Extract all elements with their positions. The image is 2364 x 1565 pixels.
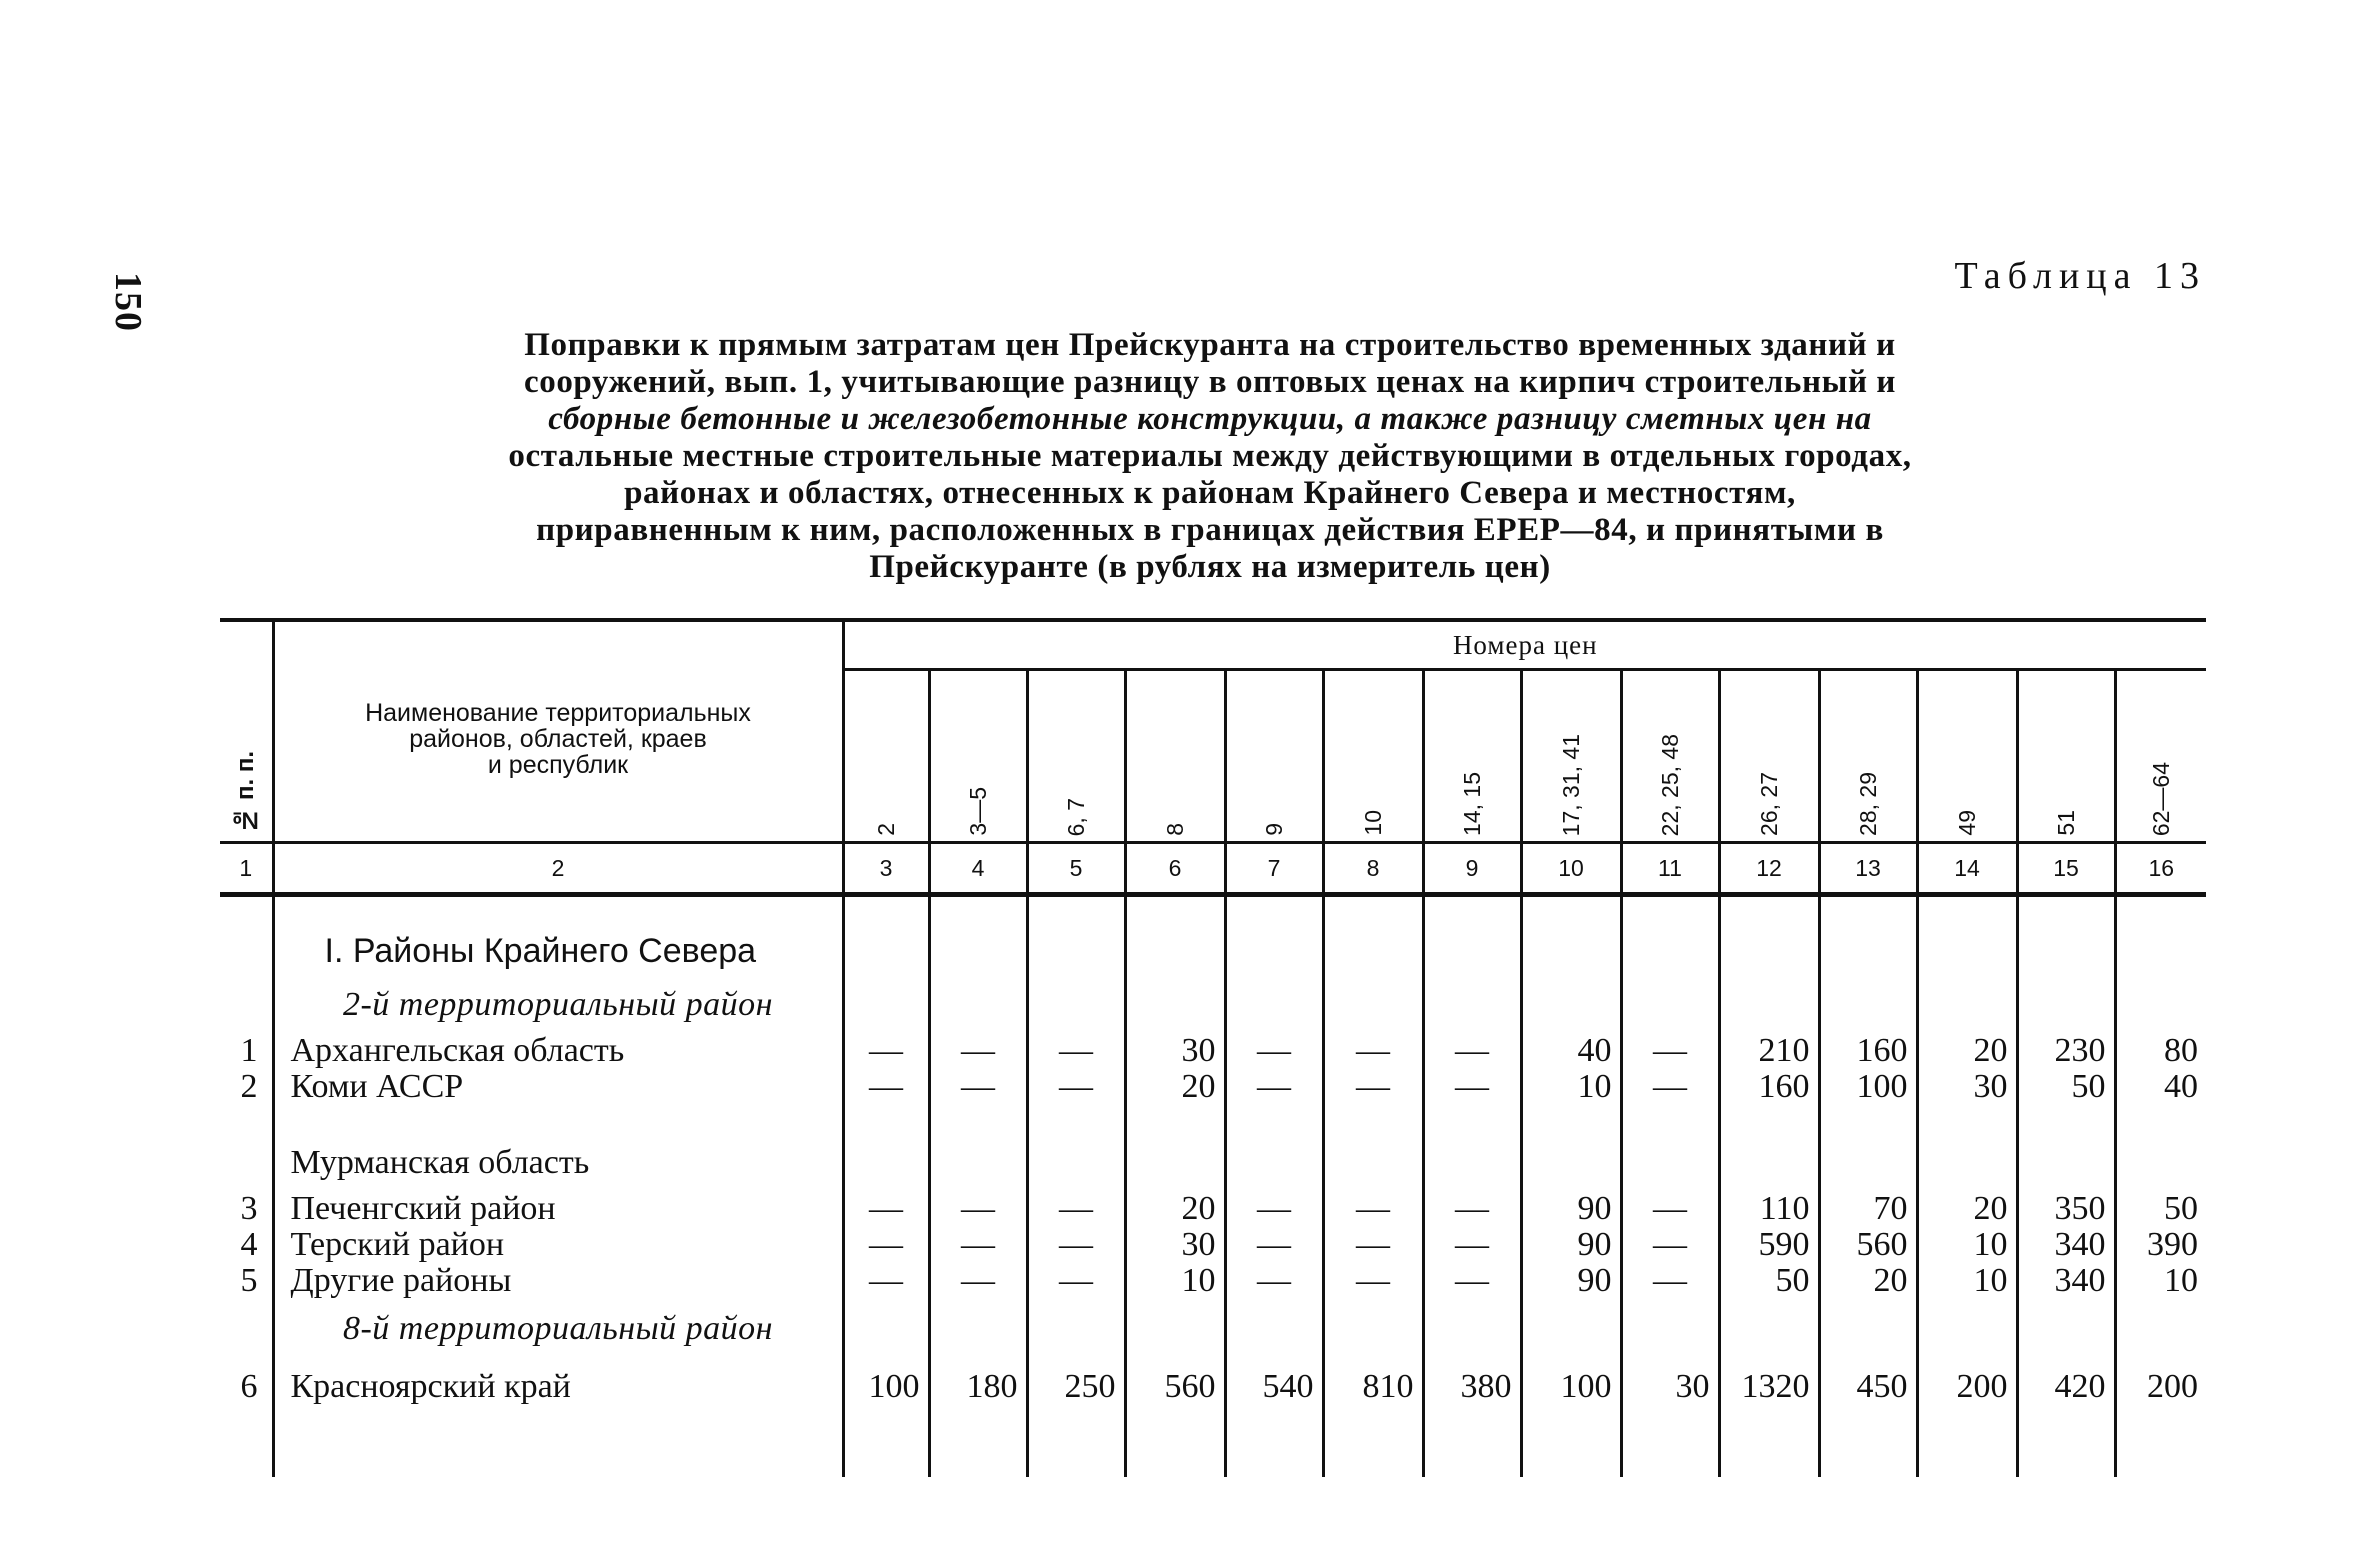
table-row <box>220 1357 2206 1405</box>
region-name: Печенгский район <box>273 1191 843 1227</box>
price-cell: — <box>929 1033 1027 1069</box>
price-cell: — <box>843 1263 929 1299</box>
column-header-no: № п. п. <box>231 751 259 834</box>
table-title <box>440 327 1980 586</box>
column-number: 9 <box>1423 843 1521 895</box>
column-number: 16 <box>2115 843 2206 895</box>
title-line: Поправки к прямым затратам цен Прейскуранта на строительство временных зданий и <box>524 327 1896 363</box>
subsection-heading: 8-й территориальный район <box>273 1299 843 1347</box>
price-cell: 200 <box>2115 1357 2206 1405</box>
price-cell: — <box>843 1069 929 1105</box>
table-row <box>220 1191 2206 1227</box>
title-line: сборные бетонные и железобетонные конструкции, а также разницу сметных цен на <box>548 401 1872 437</box>
column-number: 15 <box>2017 843 2115 895</box>
column-number: 8 <box>1323 843 1423 895</box>
price-cell: 90 <box>1521 1191 1621 1227</box>
price-cell: — <box>1027 1191 1125 1227</box>
table-row <box>220 1263 2206 1299</box>
column-number: 12 <box>1719 843 1819 895</box>
price-cell: 160 <box>1719 1069 1819 1105</box>
column-number: 1 <box>220 843 273 895</box>
price-cell: 210 <box>1719 1033 1819 1069</box>
price-cell: 10 <box>2115 1263 2206 1299</box>
price-cell: — <box>929 1191 1027 1227</box>
price-cell: — <box>929 1263 1027 1299</box>
price-cell: — <box>1621 1191 1719 1227</box>
price-cell: 50 <box>2017 1069 2115 1105</box>
region-name: Архангельская область <box>273 1033 843 1069</box>
price-cell: 20 <box>1819 1263 1917 1299</box>
price-cell: — <box>1027 1263 1125 1299</box>
price-cell: — <box>1423 1227 1521 1263</box>
row-number: 1 <box>240 1031 258 1069</box>
price-column-header: 22, 25, 48 <box>1621 670 1719 843</box>
row-number: 4 <box>240 1225 258 1263</box>
table-row <box>220 1227 2206 1263</box>
table-label: Таблица 13 <box>1954 255 2206 297</box>
price-cell: 30 <box>1125 1227 1225 1263</box>
row-number: 5 <box>240 1261 258 1299</box>
column-number: 2 <box>273 843 843 895</box>
price-column-header: 10 <box>1323 670 1423 843</box>
price-cell: 40 <box>2115 1069 2206 1105</box>
price-cell: 1320 <box>1719 1357 1819 1405</box>
price-cell: 560 <box>1125 1357 1225 1405</box>
price-cell: — <box>1621 1227 1719 1263</box>
price-cell: 10 <box>1125 1263 1225 1299</box>
price-cell: 450 <box>1819 1357 1917 1405</box>
price-cell: — <box>929 1227 1027 1263</box>
price-cell: — <box>1621 1069 1719 1105</box>
price-cell: 30 <box>1917 1069 2017 1105</box>
price-cell: 100 <box>1521 1357 1621 1405</box>
price-cell: 160 <box>1819 1033 1917 1069</box>
price-column-header: 8 <box>1125 670 1225 843</box>
price-cell: — <box>1621 1033 1719 1069</box>
column-number: 11 <box>1621 843 1719 895</box>
region-name: Другие районы <box>273 1263 843 1299</box>
price-cell: — <box>1225 1069 1323 1105</box>
price-column-header: 14, 15 <box>1423 670 1521 843</box>
price-cell: — <box>1225 1227 1323 1263</box>
title-line: приравненным к ним, расположенных в границах действия ЕРЕР—84, и принятыми в <box>536 512 1884 548</box>
price-cell: 390 <box>2115 1227 2206 1263</box>
price-cell: 540 <box>1225 1357 1323 1405</box>
price-cell: 10 <box>1917 1263 2017 1299</box>
column-number: 10 <box>1521 843 1621 895</box>
price-cell: — <box>843 1033 929 1069</box>
price-cell: 810 <box>1323 1357 1423 1405</box>
price-cell: 50 <box>1719 1263 1819 1299</box>
column-number: 5 <box>1027 843 1125 895</box>
table-row <box>220 1069 2206 1105</box>
price-cell: 80 <box>2115 1033 2206 1069</box>
column-number: 13 <box>1819 843 1917 895</box>
price-cell: 10 <box>1917 1227 2017 1263</box>
title-line: районах и областях, отнесенных к районам Крайнего Севера и местностям, <box>624 475 1796 511</box>
row-number: 3 <box>240 1189 258 1227</box>
price-cell: — <box>843 1191 929 1227</box>
price-cell: 20 <box>1125 1191 1225 1227</box>
row-number: 2 <box>240 1067 258 1105</box>
title-line: Прейскуранте (в рублях на измеритель цен) <box>869 549 1551 585</box>
page-number: 150 <box>107 272 149 332</box>
price-cell: 90 <box>1521 1227 1621 1263</box>
price-column-header: 2 <box>843 670 929 843</box>
column-group-header: Номера цен <box>843 620 2206 670</box>
price-cell: — <box>1323 1191 1423 1227</box>
price-cell: 340 <box>2017 1263 2115 1299</box>
price-cell: — <box>1423 1033 1521 1069</box>
price-cell: 10 <box>1521 1069 1621 1105</box>
price-cell: — <box>1225 1191 1323 1227</box>
price-cell: 420 <box>2017 1357 2115 1405</box>
price-cell: — <box>1621 1263 1719 1299</box>
price-cell: — <box>1323 1033 1423 1069</box>
price-cell: — <box>1423 1191 1521 1227</box>
price-cell: — <box>1027 1069 1125 1105</box>
price-column-header: 28, 29 <box>1819 670 1917 843</box>
column-number: 3 <box>843 843 929 895</box>
price-column-header: 3—5 <box>929 670 1027 843</box>
price-cell: 350 <box>2017 1191 2115 1227</box>
price-column-header: 6, 7 <box>1027 670 1125 843</box>
price-cell: — <box>1027 1227 1125 1263</box>
price-cell: — <box>1323 1069 1423 1105</box>
price-cell: 50 <box>2115 1191 2206 1227</box>
price-cell: 560 <box>1819 1227 1917 1263</box>
price-cell: 40 <box>1521 1033 1621 1069</box>
price-cell: — <box>929 1069 1027 1105</box>
price-column-header: 17, 31, 41 <box>1521 670 1621 843</box>
price-cell: — <box>1225 1263 1323 1299</box>
price-column-header: 51 <box>2017 670 2115 843</box>
region-name: Коми АССР <box>273 1069 843 1105</box>
price-cell: 20 <box>1125 1069 1225 1105</box>
price-cell: 100 <box>1819 1069 1917 1105</box>
column-number: 14 <box>1917 843 2017 895</box>
price-cell: 20 <box>1917 1033 2017 1069</box>
region-heading: Мурманская область <box>273 1141 843 1181</box>
price-cell: 200 <box>1917 1357 2017 1405</box>
region-name: Красноярский край <box>273 1357 843 1405</box>
price-column-header: 62—64 <box>2115 670 2206 843</box>
price-cell: — <box>1323 1227 1423 1263</box>
price-cell: 30 <box>1125 1033 1225 1069</box>
price-cell: 100 <box>843 1357 929 1405</box>
price-cell: — <box>1423 1069 1521 1105</box>
section-heading: I. Районы Крайнего Севера <box>273 921 843 969</box>
price-cell: 340 <box>2017 1227 2115 1263</box>
price-column-header: 9 <box>1225 670 1323 843</box>
column-number: 7 <box>1225 843 1323 895</box>
price-column-header: 49 <box>1917 670 2017 843</box>
price-cell: 180 <box>929 1357 1027 1405</box>
price-cell: 90 <box>1521 1263 1621 1299</box>
column-number: 6 <box>1125 843 1225 895</box>
price-cell: 380 <box>1423 1357 1521 1405</box>
title-line: остальные местные строительные материалы между действующими в отдельных городах, <box>508 438 1912 474</box>
subsection-heading: 2-й территориальный район <box>273 969 843 1023</box>
price-cell: 110 <box>1719 1191 1819 1227</box>
price-cell: — <box>1323 1263 1423 1299</box>
price-cell: 230 <box>2017 1033 2115 1069</box>
price-cell: 20 <box>1917 1191 2017 1227</box>
price-cell: 70 <box>1819 1191 1917 1227</box>
price-corrections-table <box>220 618 2206 1477</box>
column-number: 4 <box>929 843 1027 895</box>
title-line: сооружений, вып. 1, учитывающие разницу в оптовых ценах на кирпич строительный и <box>523 364 1897 400</box>
column-header-name: Наименование территориальных районов, областей, краев и республик <box>273 620 843 843</box>
price-cell: — <box>1027 1033 1125 1069</box>
price-cell: — <box>843 1227 929 1263</box>
price-cell: 250 <box>1027 1357 1125 1405</box>
row-number: 6 <box>240 1367 258 1405</box>
price-cell: — <box>1225 1033 1323 1069</box>
price-cell: 590 <box>1719 1227 1819 1263</box>
price-cell: 30 <box>1621 1357 1719 1405</box>
table-row <box>220 1033 2206 1069</box>
region-name: Терский район <box>273 1227 843 1263</box>
price-cell: — <box>1423 1263 1521 1299</box>
price-column-header: 26, 27 <box>1719 670 1819 843</box>
